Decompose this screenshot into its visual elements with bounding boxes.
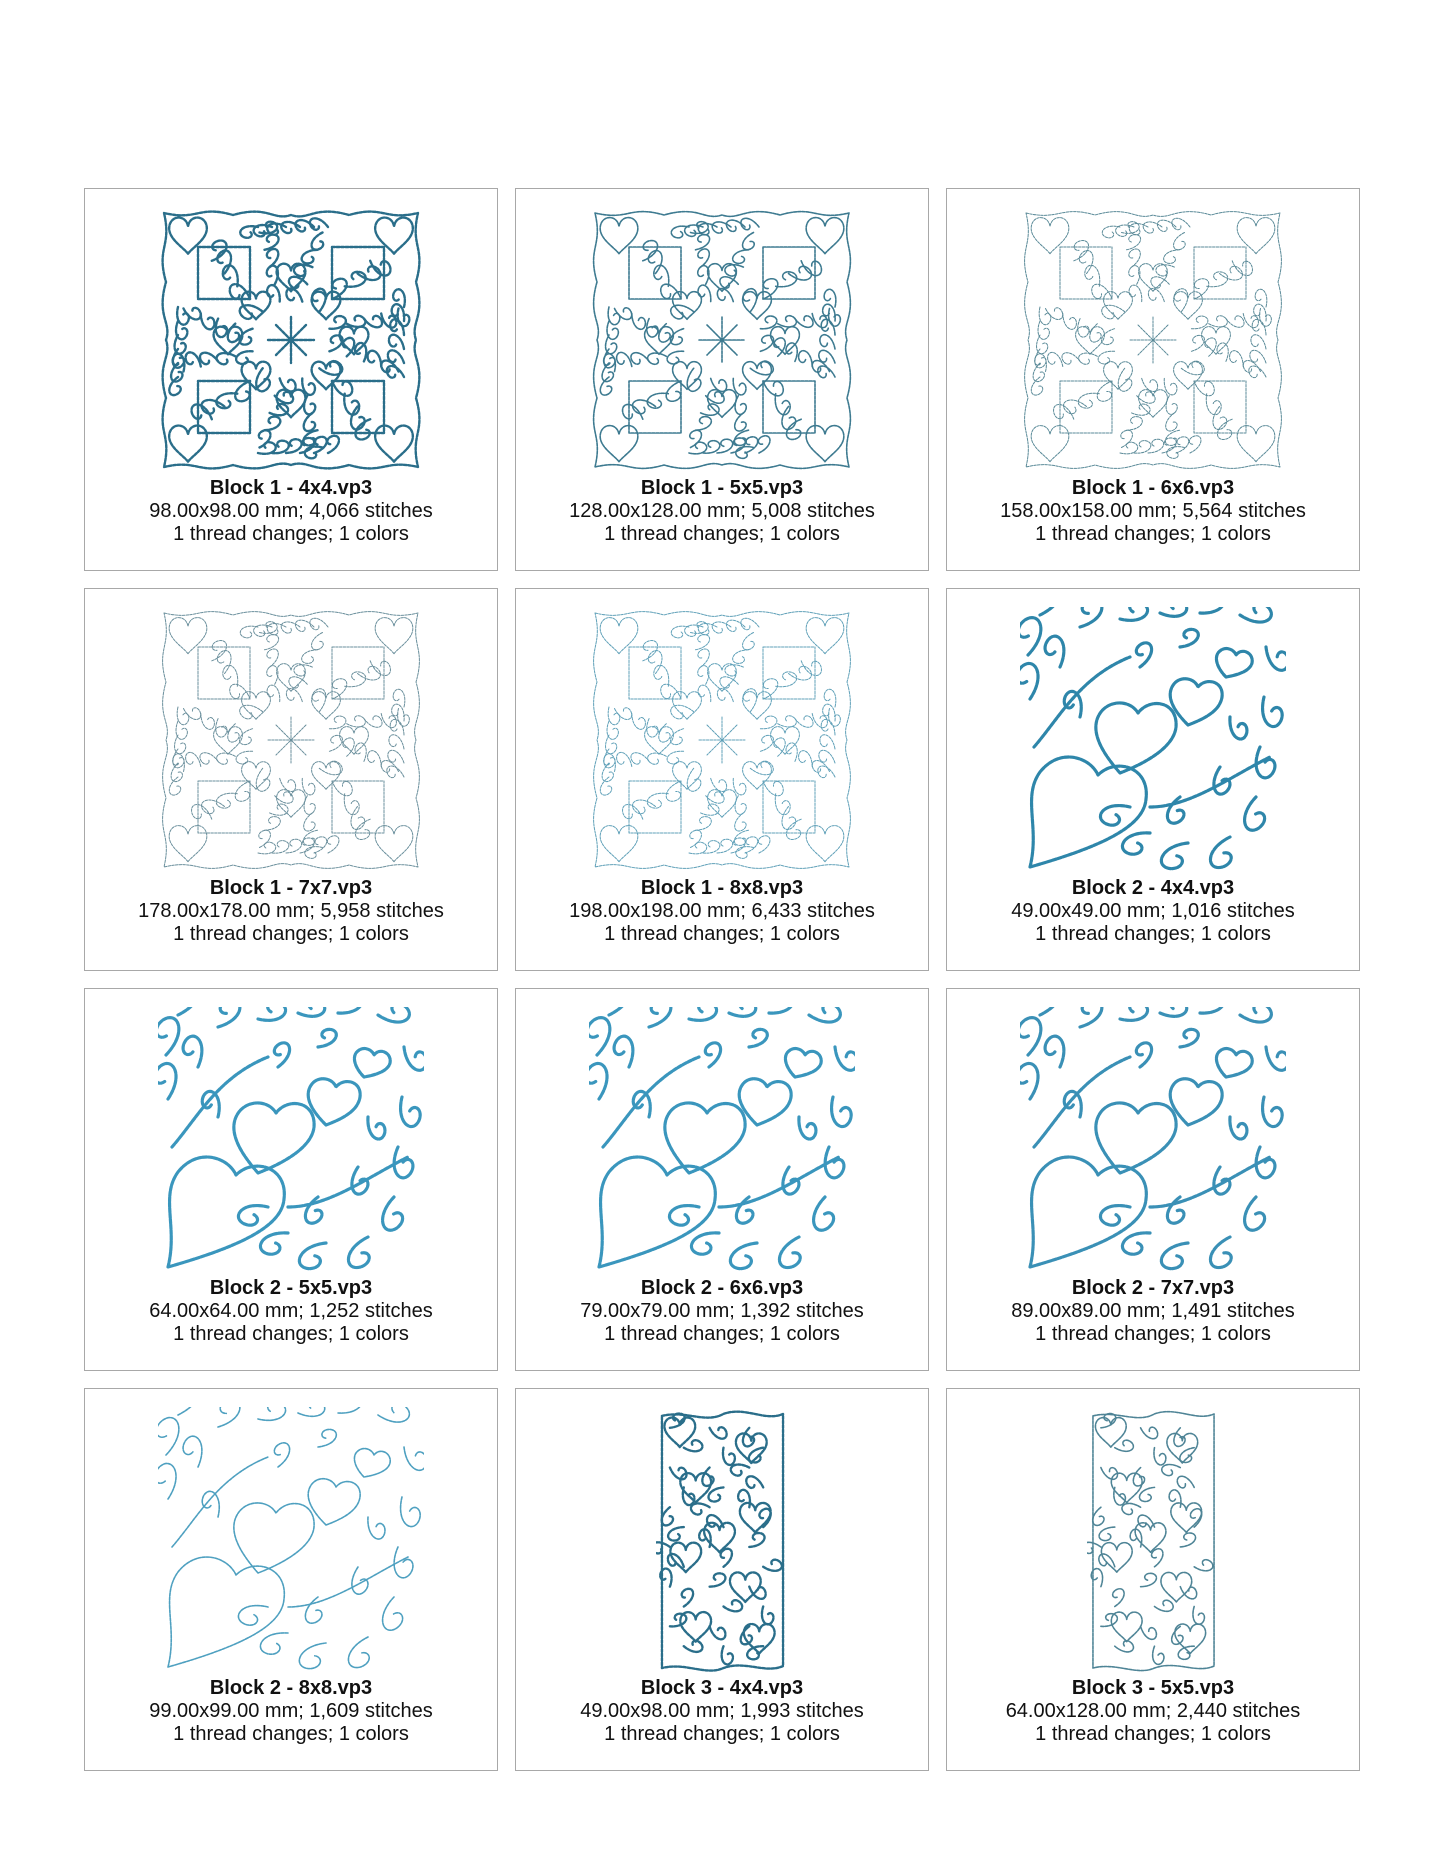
design-thread-info: 1 thread changes; 1 colors	[173, 1723, 409, 1745]
design-filename: Block 3 - 5x5.vp3	[1071, 1677, 1235, 1699]
design-thumbnail	[516, 207, 928, 473]
design-thumbnail	[947, 1407, 1359, 1673]
design-size-stitches: 198.00x198.00 mm; 6,433 stitches	[569, 900, 875, 922]
block2-quilt-motif	[589, 1007, 855, 1273]
design-caption	[85, 877, 497, 946]
design-size-stitches: 128.00x128.00 mm; 5,008 stitches	[569, 500, 875, 522]
design-thumbnail	[85, 1407, 497, 1673]
design-caption	[516, 1277, 928, 1346]
design-caption	[85, 477, 497, 546]
block1-quilt-motif	[589, 607, 855, 873]
design-card[interactable]	[946, 1388, 1360, 1771]
design-size-stitches: 79.00x79.00 mm; 1,392 stitches	[580, 1300, 864, 1322]
design-card[interactable]	[946, 188, 1360, 571]
design-size-stitches: 49.00x98.00 mm; 1,993 stitches	[580, 1700, 864, 1722]
design-thread-info: 1 thread changes; 1 colors	[604, 1323, 840, 1345]
design-thumbnail	[516, 1407, 928, 1673]
design-caption	[85, 1277, 497, 1346]
block2-quilt-motif	[158, 1007, 424, 1273]
design-card[interactable]	[84, 588, 498, 971]
design-thread-info: 1 thread changes; 1 colors	[173, 1323, 409, 1345]
design-size-stitches: 98.00x98.00 mm; 4,066 stitches	[149, 500, 433, 522]
design-card[interactable]	[84, 988, 498, 1371]
design-grid	[84, 188, 1361, 1771]
design-filename: Block 1 - 5x5.vp3	[640, 477, 804, 499]
design-card[interactable]	[946, 588, 1360, 971]
design-size-stitches: 49.00x49.00 mm; 1,016 stitches	[1011, 900, 1295, 922]
design-size-stitches: 89.00x89.00 mm; 1,491 stitches	[1011, 1300, 1295, 1322]
design-caption	[516, 1677, 928, 1746]
design-caption	[516, 477, 928, 546]
design-thumbnail	[947, 1007, 1359, 1273]
design-filename: Block 2 - 4x4.vp3	[1071, 877, 1235, 899]
design-thumbnail	[85, 1007, 497, 1273]
design-thread-info: 1 thread changes; 1 colors	[604, 523, 840, 545]
block3-quilt-motif	[1087, 1407, 1220, 1673]
design-thumbnail	[516, 1007, 928, 1273]
design-thumbnail	[516, 607, 928, 873]
design-caption	[947, 1677, 1359, 1746]
design-size-stitches: 178.00x178.00 mm; 5,958 stitches	[138, 900, 444, 922]
design-thread-info: 1 thread changes; 1 colors	[173, 523, 409, 545]
design-size-stitches: 64.00x64.00 mm; 1,252 stitches	[149, 1300, 433, 1322]
design-filename: Block 1 - 8x8.vp3	[640, 877, 804, 899]
block1-quilt-motif	[158, 207, 424, 473]
design-caption	[947, 477, 1359, 546]
design-thread-info: 1 thread changes; 1 colors	[173, 923, 409, 945]
block2-quilt-motif	[158, 1407, 424, 1673]
design-filename: Block 2 - 7x7.vp3	[1071, 1277, 1235, 1299]
block2-quilt-motif	[1020, 607, 1286, 873]
design-filename: Block 1 - 7x7.vp3	[209, 877, 373, 899]
block1-quilt-motif	[158, 607, 424, 873]
design-thread-info: 1 thread changes; 1 colors	[1035, 523, 1271, 545]
design-filename: Block 3 - 4x4.vp3	[640, 1677, 804, 1699]
design-thumbnail	[947, 607, 1359, 873]
design-size-stitches: 64.00x128.00 mm; 2,440 stitches	[1005, 1700, 1301, 1722]
design-filename: Block 1 - 6x6.vp3	[1071, 477, 1235, 499]
design-card[interactable]	[515, 188, 929, 571]
design-thread-info: 1 thread changes; 1 colors	[1035, 1723, 1271, 1745]
design-thumbnail	[85, 607, 497, 873]
design-size-stitches: 99.00x99.00 mm; 1,609 stitches	[149, 1700, 433, 1722]
design-thumbnail	[85, 207, 497, 473]
design-filename: Block 2 - 5x5.vp3	[209, 1277, 373, 1299]
design-card[interactable]	[515, 588, 929, 971]
design-thread-info: 1 thread changes; 1 colors	[604, 923, 840, 945]
block3-quilt-motif	[656, 1407, 789, 1673]
design-thread-info: 1 thread changes; 1 colors	[604, 1723, 840, 1745]
design-size-stitches: 158.00x158.00 mm; 5,564 stitches	[1000, 500, 1306, 522]
design-filename: Block 2 - 6x6.vp3	[640, 1277, 804, 1299]
design-card[interactable]	[515, 1388, 929, 1771]
design-card[interactable]	[84, 1388, 498, 1771]
design-caption	[947, 877, 1359, 946]
design-caption	[516, 877, 928, 946]
design-thread-info: 1 thread changes; 1 colors	[1035, 923, 1271, 945]
design-filename: Block 2 - 8x8.vp3	[209, 1677, 373, 1699]
block2-quilt-motif	[1020, 1007, 1286, 1273]
design-thumbnail	[947, 207, 1359, 473]
block1-quilt-motif	[589, 207, 855, 473]
design-thread-info: 1 thread changes; 1 colors	[1035, 1323, 1271, 1345]
design-caption	[947, 1277, 1359, 1346]
block1-quilt-motif	[1020, 207, 1286, 473]
design-card[interactable]	[946, 988, 1360, 1371]
design-caption	[85, 1677, 497, 1746]
design-card[interactable]	[84, 188, 498, 571]
design-card[interactable]	[515, 988, 929, 1371]
design-filename: Block 1 - 4x4.vp3	[209, 477, 373, 499]
